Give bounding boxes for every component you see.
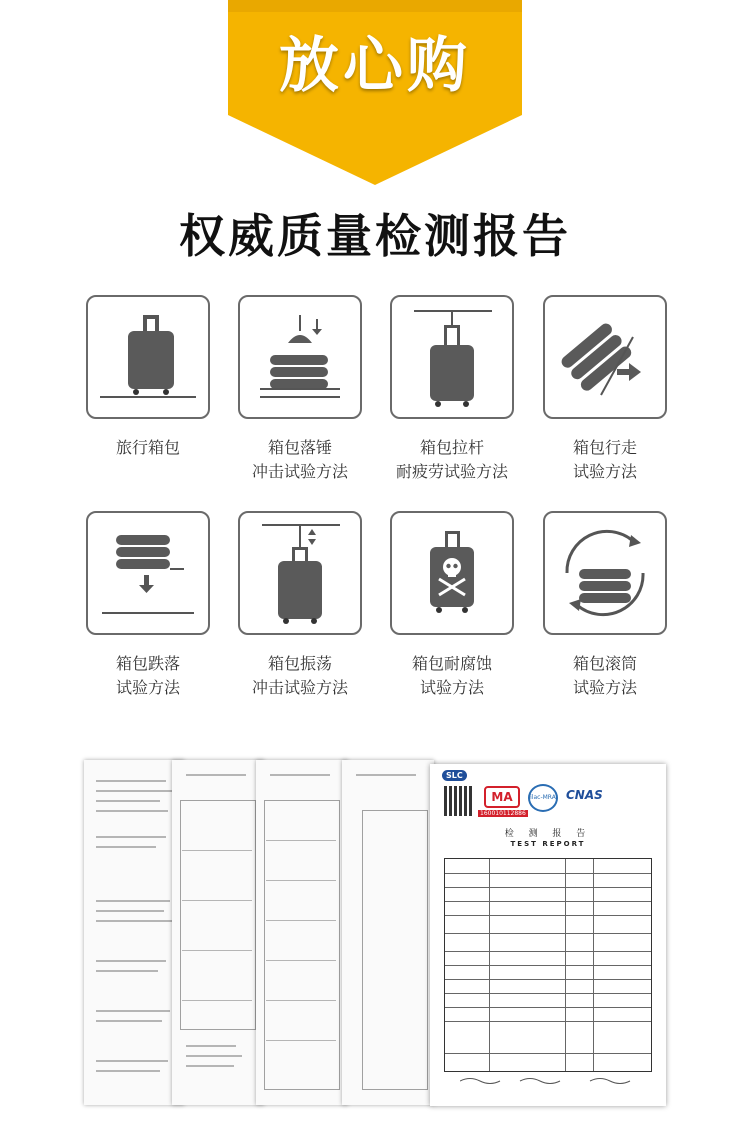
report-page [256,760,348,1105]
rolling-icon [545,297,665,417]
test-caption: 旅行箱包 [115,438,180,457]
ma-number: 160010112886 [480,810,526,817]
report-page [84,760,184,1105]
test-caption: 箱包跌落 试验方法 [115,654,180,697]
report-cover-page [430,764,666,1106]
test-tile-tumble-drum [543,511,667,635]
section-title: 权威质量检测报告 [179,209,571,263]
test-tile-handle-pull [390,295,514,419]
test-tile-corrosion [390,511,514,635]
ma-logo: MA [484,786,520,808]
tumble-drum-icon [545,513,665,633]
cnas-logo: CNAS [566,788,603,802]
report-page [342,760,434,1105]
badge-label: 放心购 [279,31,471,101]
test-caption: 箱包落锤 冲击试验方法 [251,438,348,481]
hammer-drop-icon [240,297,360,417]
vibration-icon [240,513,360,633]
test-tile-suitcase [86,295,210,419]
report-table [444,858,652,1072]
handle-pull-icon [392,297,512,417]
test-caption: 箱包振荡 冲击试验方法 [251,654,348,697]
report-title: 检 测 报 告 [504,829,592,839]
slc-logo: SLC [442,770,467,781]
test-caption: 箱包滚筒 试验方法 [572,654,637,697]
qr-code [444,786,474,816]
ilac-logo: ilac-MRA [528,784,558,812]
promo-badge [228,0,522,185]
test-caption: 箱包拉杆 耐疲劳试验方法 [395,438,508,481]
corrosion-skull-icon [392,513,512,633]
suitcase-icon [88,297,208,417]
test-report-stack [84,760,666,1110]
test-tile-rolling [543,295,667,419]
test-caption: 箱包耐腐蚀 试验方法 [411,654,492,697]
signature-line [460,1076,640,1084]
test-tile-vibration [238,511,362,635]
test-caption: 箱包行走 试验方法 [572,438,637,481]
report-page [172,760,264,1105]
report-subtitle: TEST REPORT [510,840,586,848]
drop-icon [88,513,208,633]
test-tile-drop [86,511,210,635]
test-tile-hammer-drop [238,295,362,419]
